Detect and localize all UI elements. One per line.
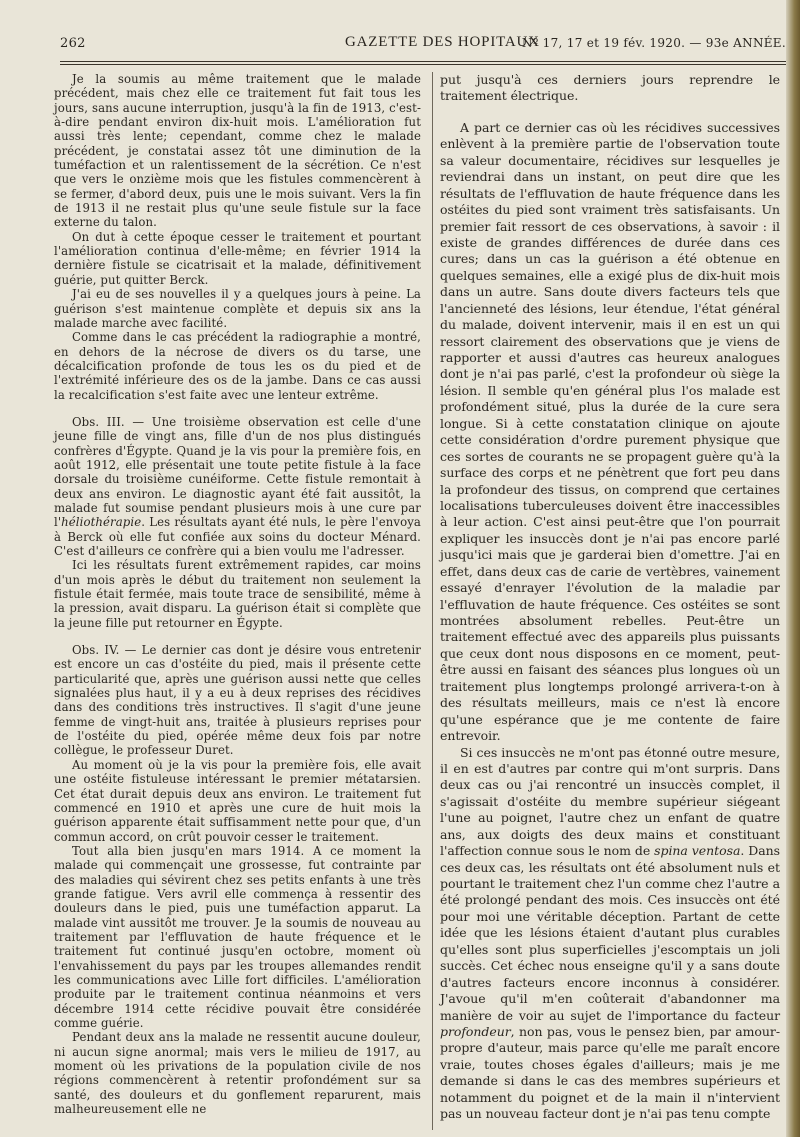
issue-info: Nº 17, 17 et 19 fév. 1920. — 93e ANNÉE. xyxy=(521,36,786,50)
observation-iii xyxy=(54,415,421,558)
paragraph: Je la soumis au même traitement que le malade précédent, mais chez elle ce traitement fut fait tous les jours, sans aucune interruption, jusqu'à la fin de 1913, c'est-à-dire pendant environ dix-huit mois. L'amélioration fut aussi très lente; cependant, comme chez le malade précédent, je constatai assez tôt une diminution de la tuméfaction et un ralentissement de la sécrétion. Ce n'est que vers le onzième mois que les fistules commencèrent à se fermer, d'abord deux, puis une le mois suivant. Vers la fin de 1913 il ne restait plus qu'une seule fistule sur la face externe du talon. xyxy=(54,72,421,230)
text-run: . Les résultats ayant été nuls, le père l'envoya à Berck où elle fut confiée aux soins du docteur Ménard. C'est d'ailleurs ce confrère qui a bien voulu me l'adresser. xyxy=(54,515,421,558)
running-header xyxy=(60,34,786,58)
right-column xyxy=(440,72,780,1123)
paragraph: put jusqu'à ces derniers jours reprendre le traitement électrique. xyxy=(440,72,780,104)
italic-term: profondeur xyxy=(440,1023,511,1039)
text-run: . Dans ces deux cas, les résultats ont été absolument nuls et pourtant le traitement chez l'un comme chez l'autre a été prolongé pendant des mois. Ces insuccès ont été pour moi une véritable déception. Partant de cette idée que les lésions étaient d'autant plus curables qu'elles sont plus superficielles j'escomptais un joli succès. Cet échec nous enseigne qu'il y a sans doute d'autres facteurs encore inconnus à considérer. J'avoue qu'il m'en coûterait d'abandonner ma manière de voir au sujet de l'importance du facteur xyxy=(440,843,780,1023)
paragraph: On dut à cette époque cesser le traitement et pourtant l'amélioration continua d'elle-même; en février 1914 la dernière fistule se cicatrisait et la malade, définitivement guérie, put quitter Berck. xyxy=(54,229,421,287)
paragraph: J'ai eu de ses nouvelles il y a quelques jours à peine. La guérison s'est maintenue complète et depuis six ans la malade marche avec facilité. xyxy=(54,287,421,330)
italic-term: spina ventosa xyxy=(654,843,741,859)
paragraph: Pendant deux ans la malade ne ressentit aucune douleur, ni aucun signe anormal; mais vers le milieu de 1917, au moment où les privations de la population civile de nos régions commencèrent à retentir profondément sur sa santé, des douleurs et du gonflement reparurent, mais malheureusement elle ne xyxy=(54,1030,421,1117)
page-number: 262 xyxy=(60,36,86,51)
paragraph: Ici les résultats furent extrêmement rapides, car moins d'un mois après le début du traitement non seulement la fistule était fermée, mais toute trace de sensibilité, même à la pression, avait disparu. La guérison était si complète que la jeune fille put retourner en Égypte. xyxy=(54,558,421,630)
page-edge-shadow xyxy=(786,0,800,1137)
italic-term: héliothérapie xyxy=(61,515,142,530)
paragraph: Tout alla bien jusqu'en mars 1914. A ce moment la malade qui commençait une grossesse, fut contrainte par des maladies qui sévirent chez ses petits enfants à une très grande fatigue. Vers avril elle commença à ressentir des douleurs dans le pied, puis une tuméfaction apparut. La malade vint aussitôt me trouver. Je la soumis de nouveau au traitement par l'effluvation de haute fréquence et le traitement fut continué jusqu'en octobre, moment où l'envahissement du pays par les troupes allemandes rendit les communications avec Lille fort difficiles. L'amélioration produite par le traitement continua néanmoins et vers décembre 1914 cette récidive pouvait être considérée comme guérie. xyxy=(54,843,421,1030)
journal-title: GAZETTE DES HOPITAUX xyxy=(345,34,540,50)
header-rule-top xyxy=(60,61,786,62)
column-separator xyxy=(432,72,433,1130)
text-run: Si ces insuccès ne m'ont pas étonné outre mesure, il en est d'autres par contre qui m'ont surpris. Dans deux cas ou j'ai rencontré un insuccès complet, il s'agissait d'ostéite du membre supérieur siégeant l'une au poignet, l'autre chez un enfant de quatre ans, aux doigts des deux mains et constituant l'affection connue sous le nom de xyxy=(440,744,780,859)
paragraph xyxy=(440,745,780,1123)
header-rule-bottom xyxy=(60,64,786,65)
paragraph: A part ce dernier cas où les récidives successives enlèvent à la première partie de l'observation toute sa valeur documentaire, récidives sur lesquelles je reviendrai dans un instant, on peut dire que les résultats de l'effluvation de haute fréquence dans les ostéites du pied sont vraiment très satisfaisants. Un premier fait ressort de ces observations, à savoir : il existe de grandes différences de durée dans ces cures; dans un cas la guérison a été obtenue en quelques semaines, elle a exigé plus de dix-huit mois dans un autre. Sans doute divers facteurs tels que l'ancienneté des lésions, leur étendue, l'état général du malade, doivent intervenir, mais il en est un qui ressort clairement des observations que je viens de rapporter et aussi d'autres cas heureux analogues dont je n'ai pas parlé, c'est la profondeur où siège la lésion. Il semble qu'en général plus l'os malade est profondément situé, plus la durée de la cure sera longue. Si à cette constatation clinique on ajoute cette considération d'ordre purement physique que ces sortes de courants ne se propagent guère qu'à la surface des corps et ne pénètrent que fort peu dans la profondeur des tissus, on comprend que certaines localisations tuberculeuses doivent être inaccessibles à leur action. C'est ainsi peut-être que l'on pourrait expliquer les insuccès dont je n'ai pas encore parlé jusqu'ici mais que je garderai bien d'omettre. J'ai en effet, dans deux cas de carie de vertèbres, vainement essayé d'enrayer l'évolution de la maladie par l'effluvation de haute fréquence. Ces ostéites se sont montrées absolument rebelles. Peut-être un traitement effectué avec des appareils plus puissants que ceux dont nous disposons en ce moment, peut-être aussi en faisant des séances plus longues où un traitement plus longtemps prolongé arrivera-t-on à des résultats meilleurs, mais ce n'est là encore qu'une espérance que je me contente de faire entrevoir. xyxy=(440,119,780,744)
paragraph: Au moment où je la vis pour la première fois, elle avait une ostéite fistuleuse intéressant le premier métatarsien. Cet état durait depuis deux ans environ. Le traitement fut commencé en 1910 et après une cure de huit mois la guérison apparente était suffisamment nette pour que, d'un commun accord, on crût pouvoir cesser le traitement. xyxy=(54,757,421,844)
observation-iv: Obs. IV. — Le dernier cas dont je désire vous entretenir est encore un cas d'ostéite du pied, mais il présente cette particularité que, après une guérison aussi nette que celles signalées plus haut, il y a eu à deux reprises des récidives dans des conditions très instructives. Il s'agit d'une jeune femme de vingt-huit ans, traitée à plusieurs reprises pour de l'ostéite du pied, opérée même deux fois par notre collègue, le professeur Duret. xyxy=(54,643,421,758)
text-run: , non pas, vous le pensez bien, par amour-propre d'auteur, mais parce qu'elle me paraît encore vraie, toutes choses égales d'ailleurs; mais je me demande si dans le cas des membres supérieurs et notamment du poignet et de la main il n'intervient pas un nouveau facteur dont je n'ai pas tenu compte xyxy=(440,1023,780,1122)
text-run: Obs. III. — Une troisième observation est celle d'une jeune fille de vingt ans, fille d'un de nos plus distingués confrères d'Égypte. Quand je la vis pour la première fois, en août 1912, elle présentait une toute petite fistule à la face dorsale du troisième cunéiforme. Cette fistule remontait à deux ans environ. Le diagnostic ayant été fait aussitôt, la malade fut soumise pendant plusieurs mois à une cure par l' xyxy=(54,414,421,530)
left-column xyxy=(54,72,421,1116)
paragraph: Comme dans le cas précédent la radiographie a montré, en dehors de la nécrose de divers os du tarse, une décalcification profonde de tous les os du pied et de l'extrémité inférieure des os de la jambe. Dans ce cas aussi la recalcification s'est faite avec une lenteur extrême. xyxy=(54,330,421,402)
